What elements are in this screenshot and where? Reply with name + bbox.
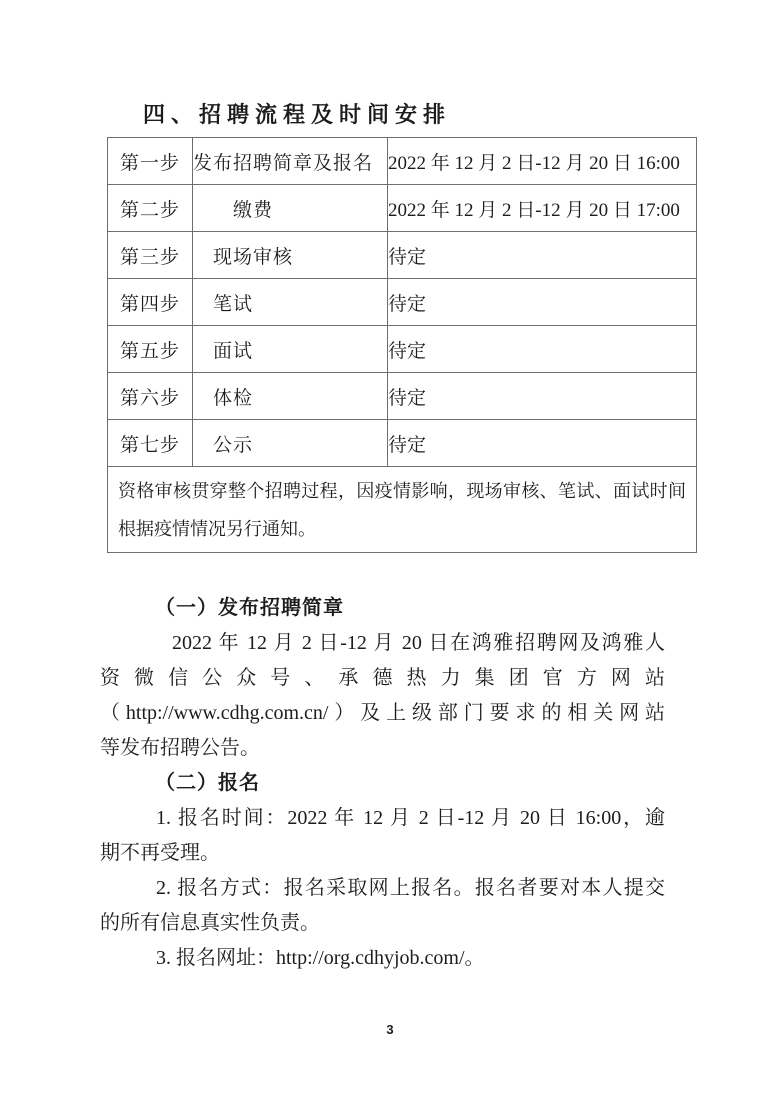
step-cell: 第四步 [108, 279, 193, 326]
paragraph-line: 2022 年 12 月 2 日-12 月 20 日在鸿雅招聘网及鸿雅人 [172, 632, 665, 654]
table-row [108, 138, 697, 185]
paragraph-line: 2. 报名方式：报名采取网上报名。报名者要对本人提交 [156, 877, 665, 899]
paragraph-line: 等发布招聘公告。 [100, 737, 260, 759]
time-cell: 待定 [388, 373, 697, 420]
table-row [108, 185, 697, 232]
item-cell: 面试 [193, 326, 388, 373]
table-row [108, 420, 697, 467]
item-cell: 笔试 [193, 279, 388, 326]
step-cell: 第七步 [108, 420, 193, 467]
table-note-line: 资格审核贯穿整个招聘过程，因疫情影响，现场审核、笔试、面试时间 [118, 481, 686, 501]
table-row [108, 279, 697, 326]
table-note-cell [108, 467, 697, 553]
item-cell: 缴费 [193, 185, 388, 232]
paragraph-line: 3. 报名网址：http://org.cdhyjob.com/。 [156, 947, 485, 969]
table-note-row [108, 467, 697, 553]
time-cell: 2022 年 12 月 2 日-12 月 20 日 16:00 [388, 138, 697, 185]
item-cell: 发布招聘简章及报名 [193, 138, 388, 185]
subsection-heading: （一）发布招聘简章 [155, 597, 344, 619]
item-cell: 体检 [193, 373, 388, 420]
paragraph-line: 资微信公众号、承德热力集团官方网站 [100, 667, 665, 689]
step-cell: 第三步 [108, 232, 193, 279]
page-number: 3 [386, 1022, 394, 1037]
time-cell: 待定 [388, 420, 697, 467]
table-row [108, 373, 697, 420]
paragraph-line: （http://www.cdhg.com.cn/）及上级部门要求的相关网站 [100, 702, 665, 724]
paragraph-line: 1. 报名时间：2022 年 12 月 2 日-12 月 20 日 16:00，逾 [156, 807, 665, 829]
time-cell: 待定 [388, 279, 697, 326]
table-row [108, 326, 697, 373]
item-cell: 现场审核 [193, 232, 388, 279]
item-cell: 公示 [193, 420, 388, 467]
paragraph-line: 的所有信息真实性负责。 [100, 912, 320, 934]
section-title: 四、招聘流程及时间安排 [143, 102, 452, 127]
time-cell: 待定 [388, 326, 697, 373]
table-row [108, 232, 697, 279]
time-cell: 待定 [388, 232, 697, 279]
step-cell: 第六步 [108, 373, 193, 420]
step-cell: 第五步 [108, 326, 193, 373]
body-text [100, 591, 665, 976]
paragraph-line: 期不再受理。 [100, 842, 220, 864]
step-cell: 第一步 [108, 138, 193, 185]
step-cell: 第二步 [108, 185, 193, 232]
time-cell: 2022 年 12 月 2 日-12 月 20 日 17:00 [388, 185, 697, 232]
schedule-table [107, 137, 697, 553]
table-note-line: 根据疫情情况另行通知。 [118, 519, 316, 539]
subsection-heading: （二）报名 [155, 772, 260, 794]
